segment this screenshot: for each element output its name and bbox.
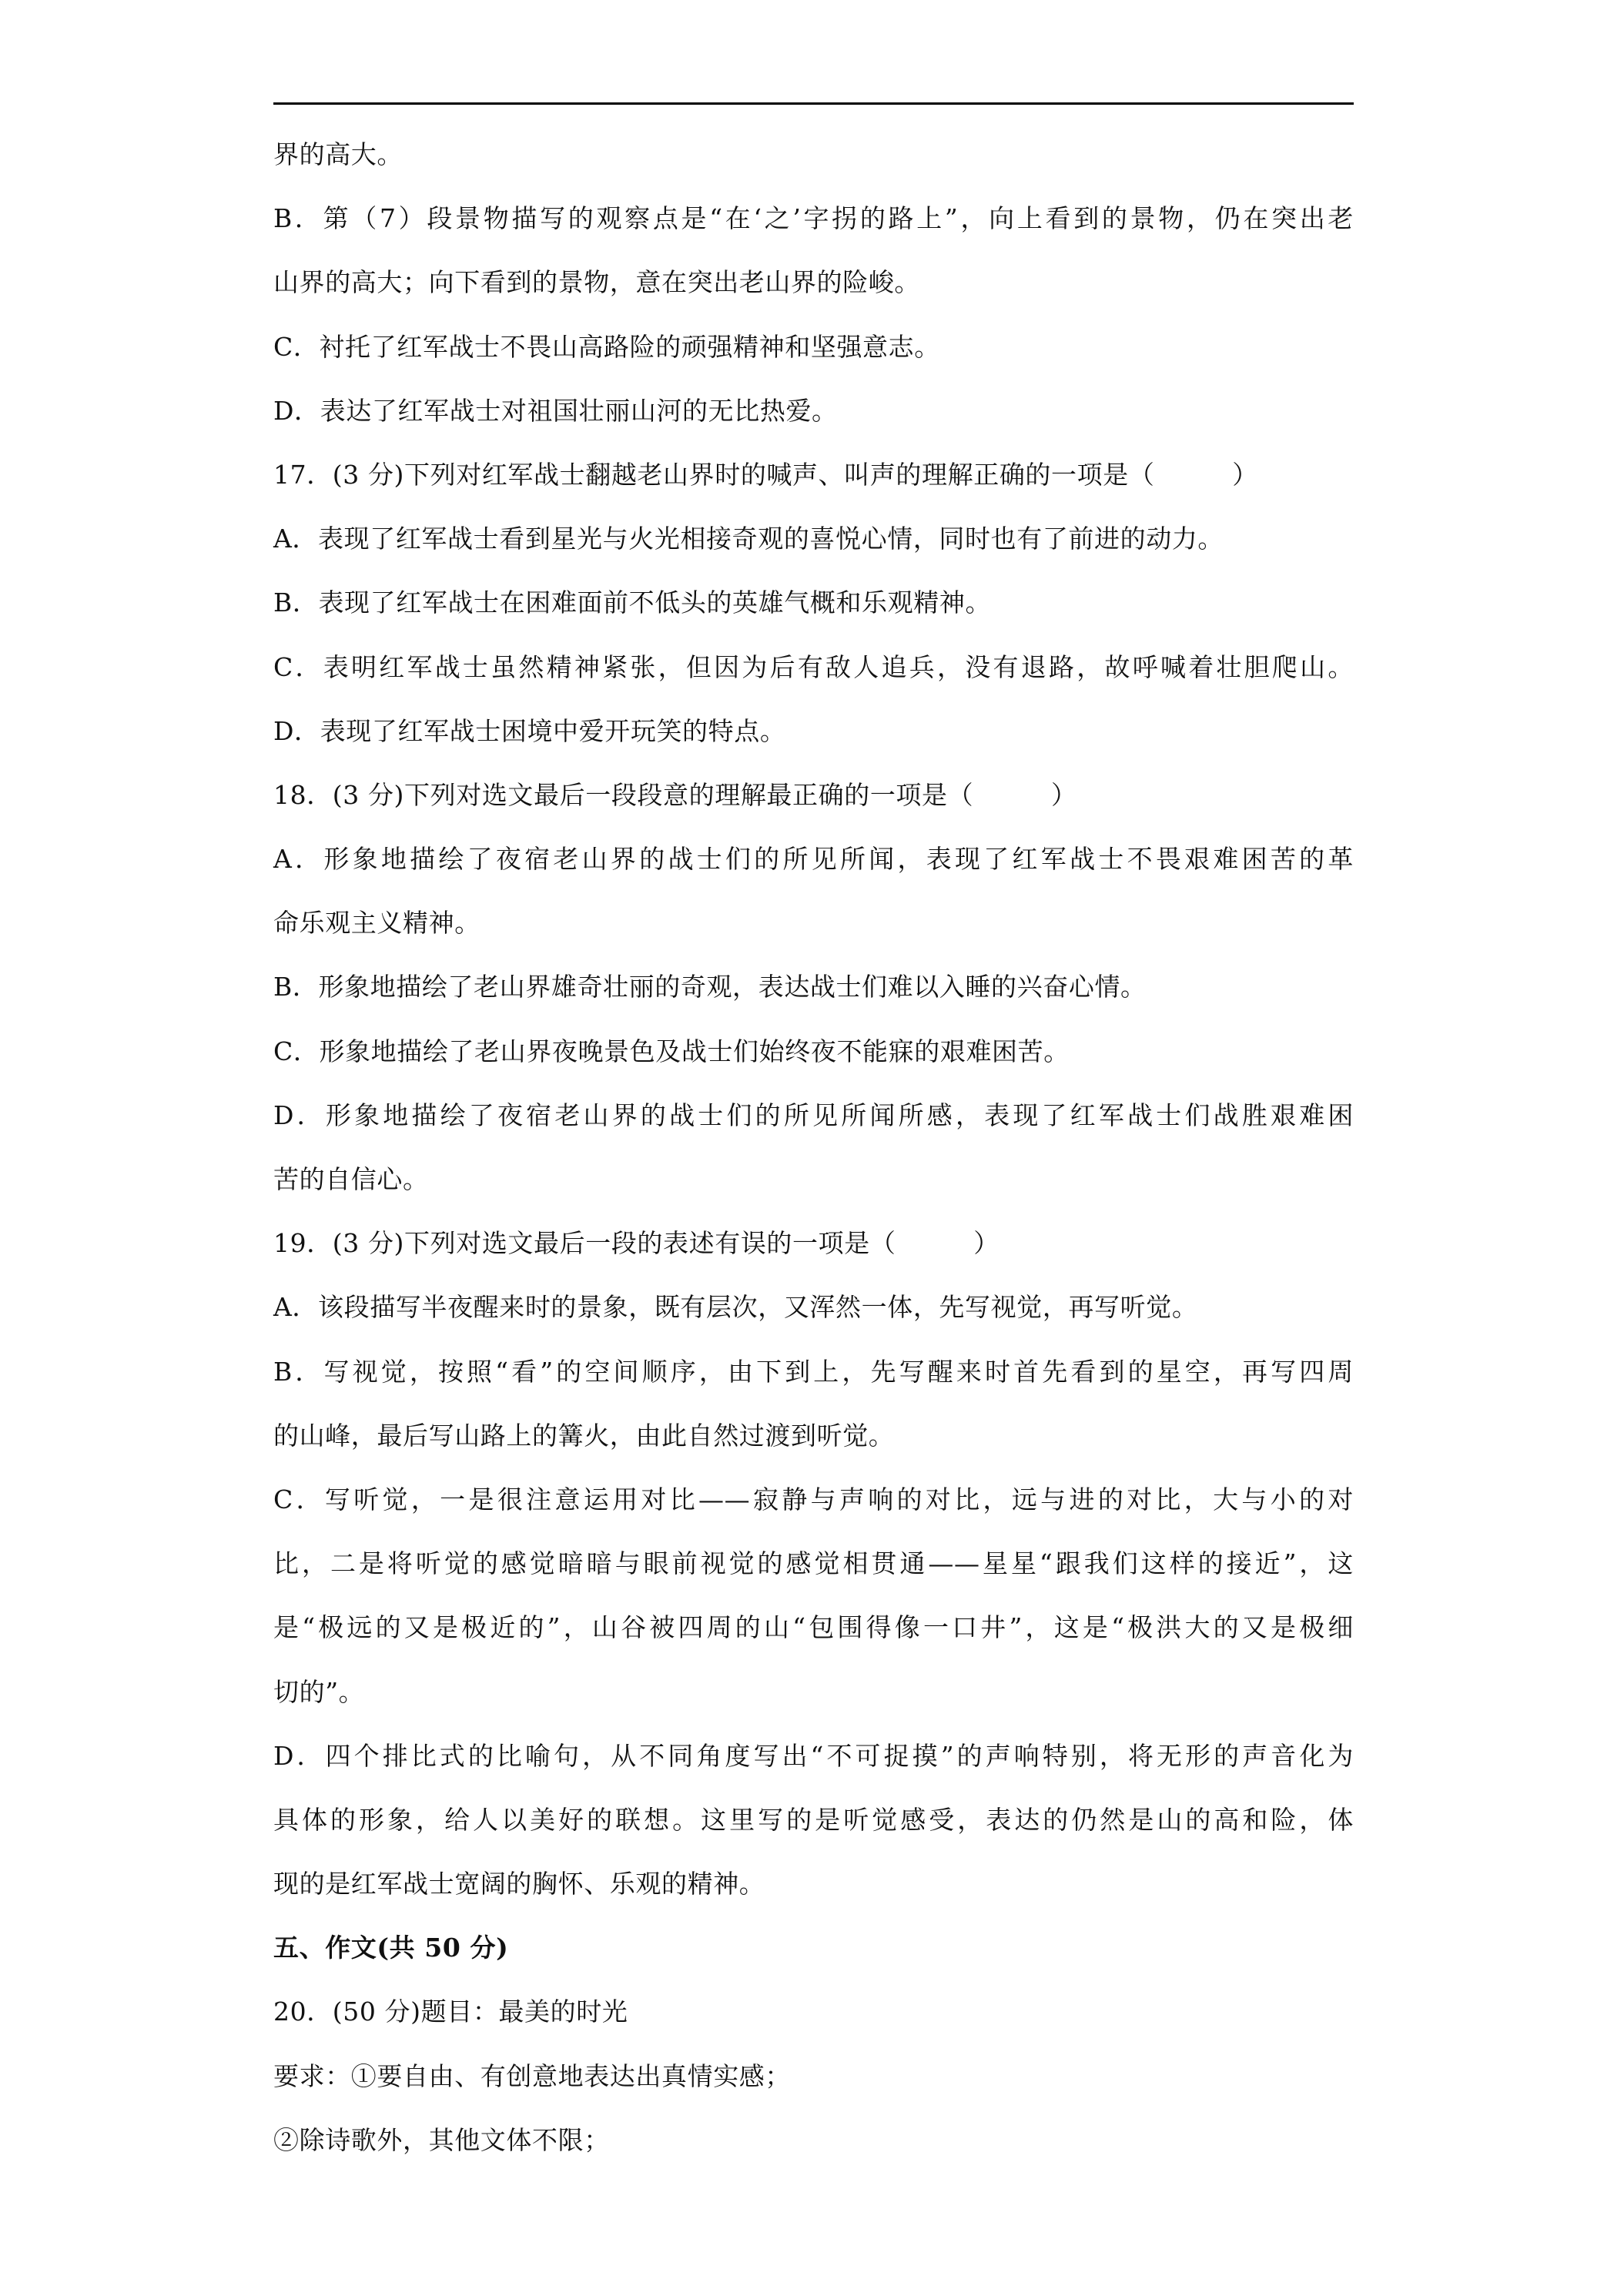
- document-body: [273, 129, 1354, 2179]
- text-line: C．表明红军战士虽然精神紧张，但因为后有敌人追兵，没有退路，故呼喊着壮胆爬山。: [273, 651, 1354, 682]
- text-line: B．写视觉，按照“看”的空间顺序，由下到上，先写醒来时首先看到的星空，再写四周: [273, 1356, 1354, 1387]
- text-line: A．表现了红军战士看到星光与火光相接奇观的喜悦心情，同时也有了前进的动力。: [273, 524, 1224, 554]
- text-line: A．形象地描绘了夜宿老山界的战士们的所见所闻，表现了红军战士不畏艰难困苦的革: [273, 844, 1354, 875]
- text-line: D．表达了红军战士对祖国壮丽山河的无比热爱。: [273, 395, 838, 426]
- text-line: 17．(3 分)下列对红军战士翻越老山界时的喊声、叫声的理解正确的一项是（ ）: [273, 459, 1258, 490]
- text-line: D．四个排比式的比喻句，从不同角度写出“不可捉摸”的声响特别，将无形的声音化为: [273, 1740, 1354, 1771]
- text-line: C．写听觉，一是很注意运用对比——寂静与声响的对比，远与进的对比，大与小的对: [273, 1484, 1354, 1514]
- text-line: 现的是红军战士宽阔的胸怀、乐观的精神。: [273, 1869, 765, 1899]
- text-line: A．该段描写半夜醒来时的景象，既有层次，又浑然一体，先写视觉，再写听觉。: [273, 1292, 1198, 1323]
- text-line: 20．(50 分)题目：最美的时光: [273, 1996, 628, 2027]
- text-line: C．衬托了红军战士不畏山高路险的顽强精神和坚强意志。: [273, 331, 940, 362]
- text-line: 山界的高大；向下看到的景物，意在突出老山界的险峻。: [273, 267, 920, 298]
- section-heading: 五、作文(共 50 分): [273, 1933, 509, 1963]
- header-rule: [273, 102, 1354, 105]
- text-line: B．第（7）段景物描写的观察点是“在‘之’字拐的路上”，向上看到的景物，仍在突出老: [273, 203, 1354, 234]
- text-line: 具体的形象，给人以美好的联想。这里写的是听觉感受，表达的仍然是山的高和险，体: [273, 1804, 1354, 1835]
- text-line: 苦的自信心。: [273, 1164, 429, 1194]
- text-line: 19．(3 分)下列对选文最后一段的表述有误的一项是（ ）: [273, 1228, 1000, 1259]
- text-line: 要求：①要自由、有创意地表达出真情实感；: [273, 2060, 791, 2091]
- text-line: D．表现了红军战士困境中爱开玩笑的特点。: [273, 715, 786, 746]
- text-line: 比，二是将听觉的感觉暗暗与眼前视觉的感觉相贯通——星星“跟我们这样的接近”，这: [273, 1548, 1354, 1579]
- text-line: ②除诗歌外，其他文体不限；: [273, 2124, 610, 2155]
- text-line: D．形象地描绘了夜宿老山界的战士们的所见所闻所感，表现了红军战士们战胜艰难困: [273, 1099, 1354, 1130]
- text-line: B．表现了红军战士在困难面前不低头的英雄气概和乐观精神。: [273, 587, 992, 618]
- text-line: 18．(3 分)下列对选文最后一段段意的理解最正确的一项是（ ）: [273, 779, 1077, 810]
- text-line: 的山峰，最后写山路上的篝火，由此自然过渡到听觉。: [273, 1420, 895, 1451]
- text-line: 命乐观主义精神。: [273, 908, 481, 939]
- text-line: 界的高大。: [273, 139, 403, 169]
- text-line: B．形象地描绘了老山界雄奇壮丽的奇观，表达战士们难以入睡的兴奋心情。: [273, 972, 1147, 1002]
- text-line: C．形象地描绘了老山界夜晚景色及战士们始终夜不能寐的艰难困苦。: [273, 1036, 1070, 1066]
- text-line: 切的”。: [273, 1676, 365, 1707]
- text-line: 是“极远的又是极近的”，山谷被四周的山“包围得像一口井”，这是“极洪大的又是极细: [273, 1612, 1354, 1643]
